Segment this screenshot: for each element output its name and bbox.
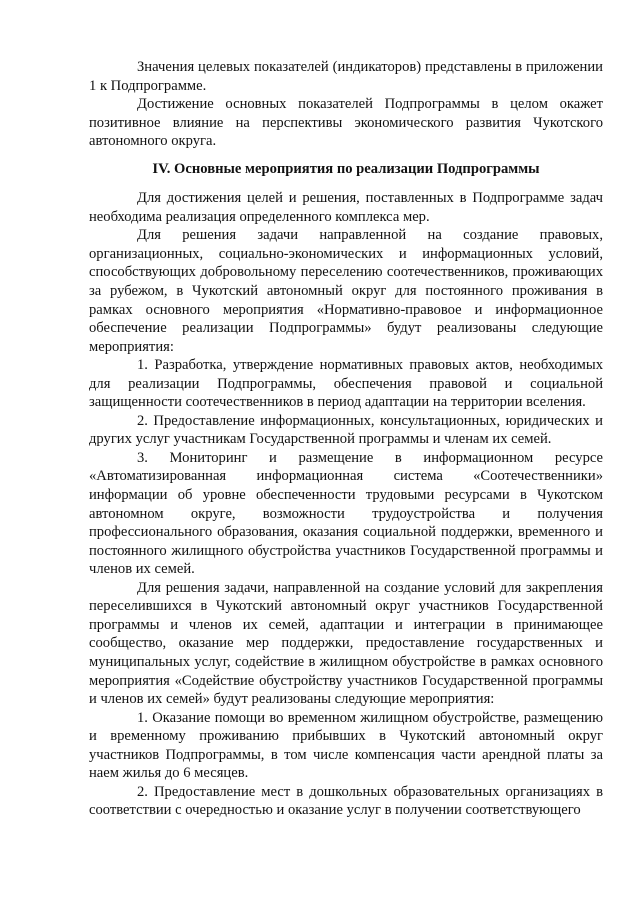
paragraph-achievement: Достижение основных показателей Подпрограммы в целом окажет позитивное влияние на перспективы экономического развития Чукотского автономного округа.	[89, 96, 603, 150]
paragraph-goals: Для достижения целей и решения, поставленных в Подпрограмме задач необходима реализация определенного комплекса мер.	[89, 190, 603, 225]
paragraph-settlement-task: Для решения задачи, направленной на создание условий для закрепления переселившихся в Чукотский автономный округ участников Государственной программы и членов их семей, адаптации и интеграции в принимающее сообщество, оказание мер поддержки, предоставление государственных и муниципальных услуг, содействие в жилищном обустройстве в рамках основного мероприятия «Содействие обустройству участников Государственной программы и членов их семей» будут реализованы следующие мероприятия:	[89, 579, 603, 708]
paragraph-indicators: Значения целевых показателей (индикаторов) представлены в приложении 1 к Подпрограмме.	[89, 59, 603, 94]
paragraph-legal-task: Для решения задачи направленной на создание правовых, организационных, социально-экономических и информационных условий, способствующих добровольному переселению соотечественников, проживающих за рубежом, в Чукотский автономный округ для постоянного проживания в рамках основного мероприятия «Нормативно-правовое и информационное обеспечение реализации Подпрограммы» будут реализованы следующие мероприятия:	[89, 227, 603, 355]
list-item-housing-assistance: 1. Оказание помощи во временном жилищном обустройстве, размещению и временному проживанию прибывших в Чукотский автономный округ участников Подпрограммы, в том числе компенсация части арендной платы за наем жилья до 6 месяцев.	[89, 709, 603, 782]
list-item-legal-acts: 1. Разработка, утверждение нормативных правовых актов, необходимых для реализации Подпрограммы, обеспечения правовой и социальной защищенности соотечественников в период адаптации на территории вселения.	[89, 357, 603, 411]
list-item-preschool-places: 2. Предоставление мест в дошкольных образовательных организациях в соответствии с очередностью и оказание услуг в получении соответствующего	[89, 783, 603, 819]
document-page	[89, 58, 603, 820]
list-item-monitoring: 3. Мониторинг и размещение в информационном ресурсе «Автоматизированная информационная система «Соотечественники» информации об уровне обеспеченности трудовыми ресурсами в Чукотском автономном округе, возможности трудоустройства и получения профессионального образования, оказания социальной поддержки, временного и постоянного жилищного обустройства участников Государственной программы и членов их семей.	[89, 449, 603, 578]
section-heading: IV. Основные мероприятия по реализации Подпрограммы	[152, 160, 540, 177]
list-item-services: 2. Предоставление информационных, консультационных, юридических и других услуг участникам Государственной программы и членам их семей.	[89, 412, 603, 448]
